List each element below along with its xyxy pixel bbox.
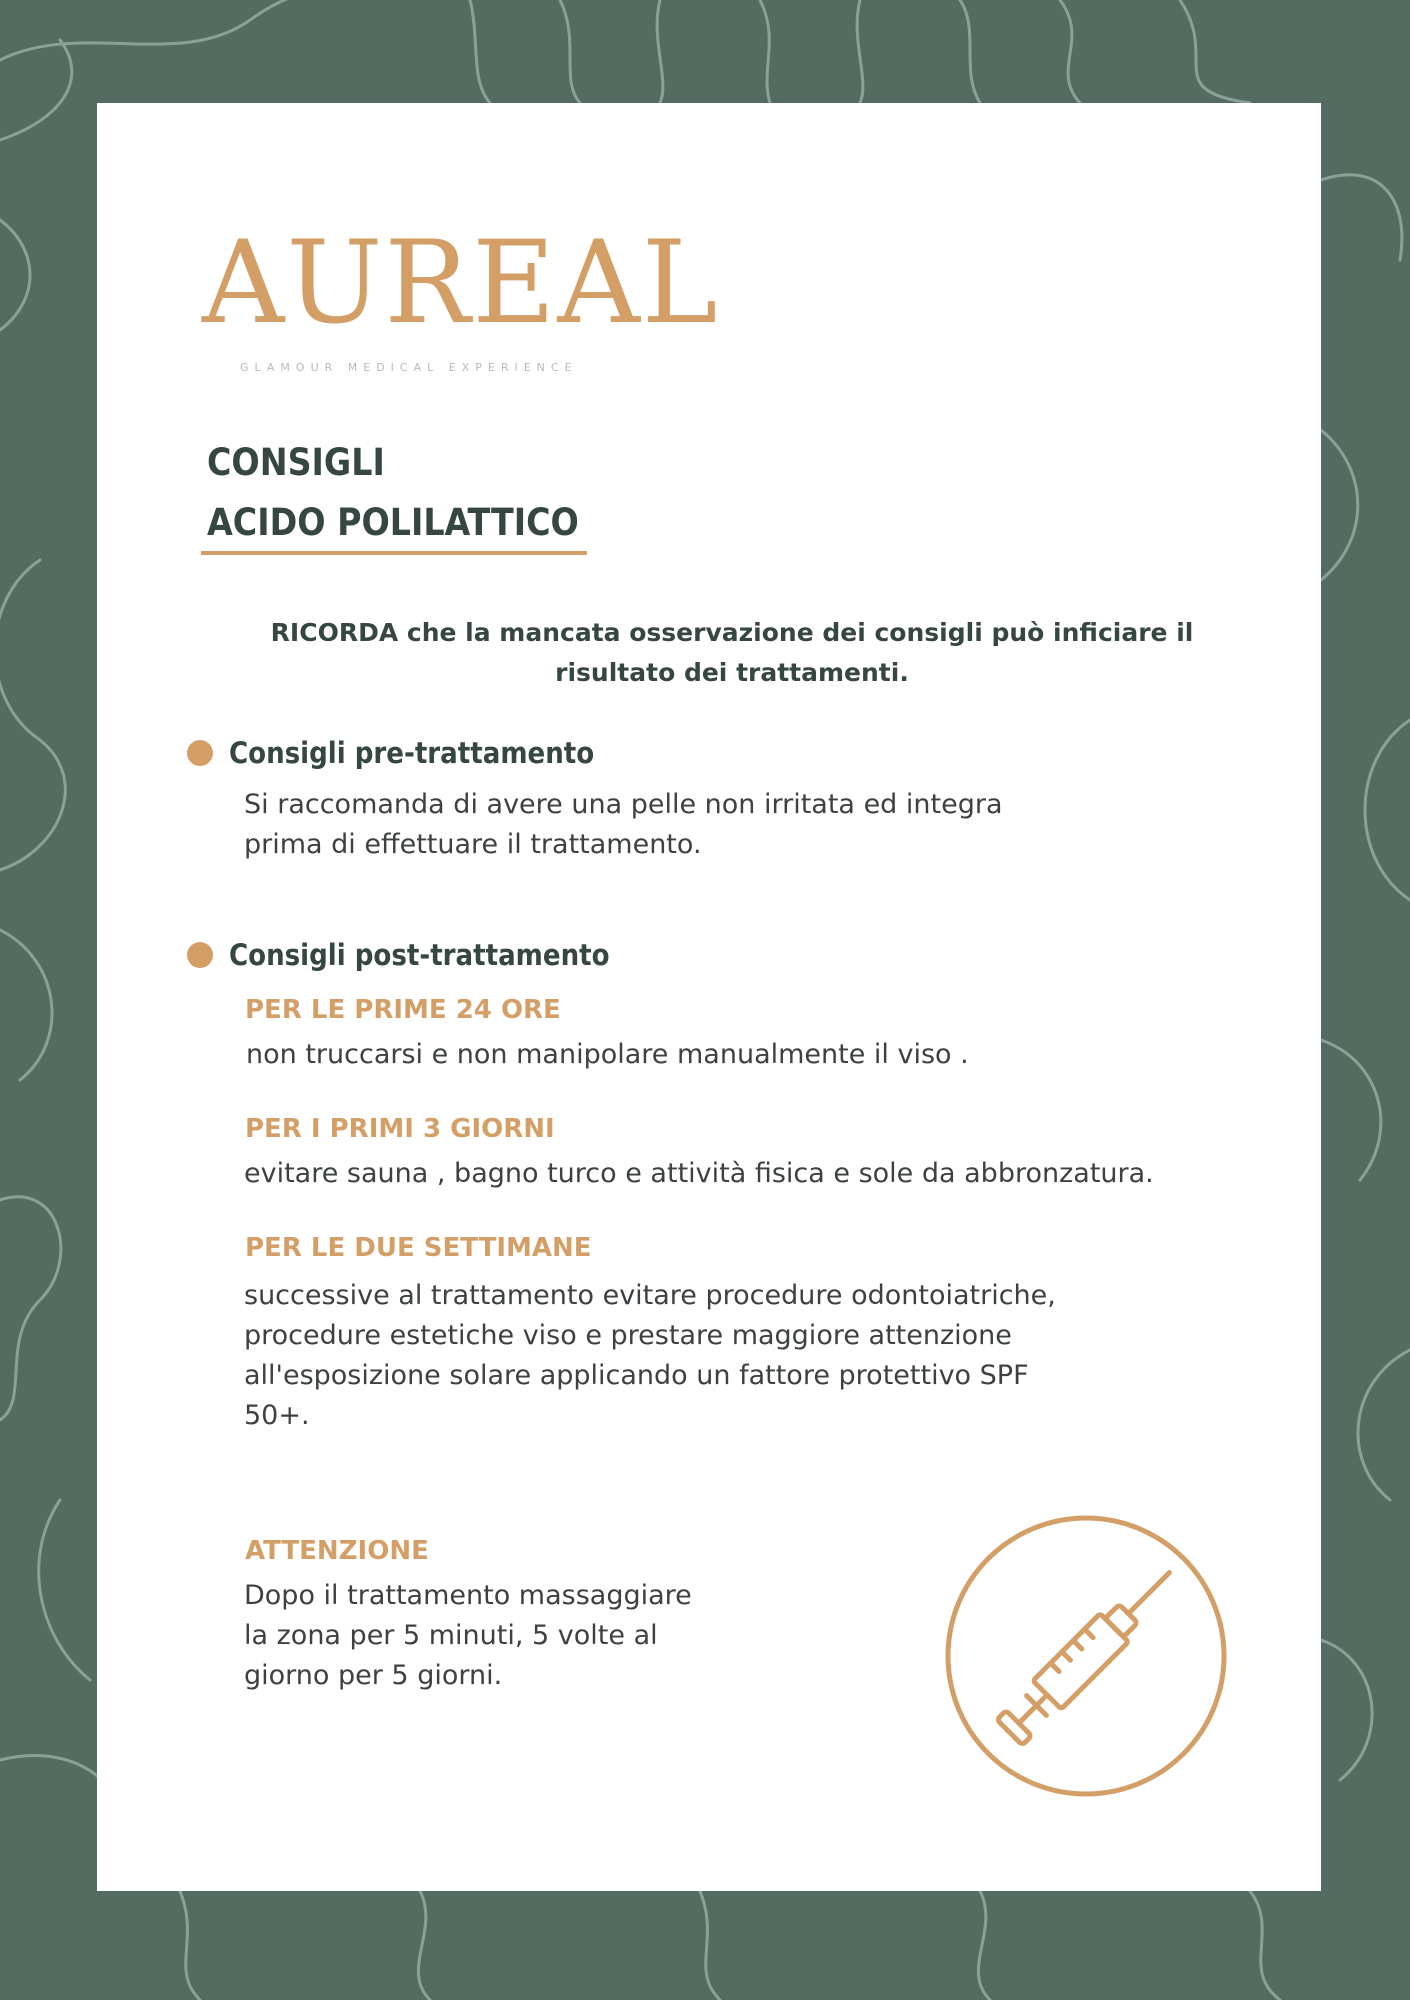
- post-treatment-heading: Consigli post-trattamento: [187, 938, 610, 972]
- first-24-hours-heading: PER LE PRIME 24 ORE: [245, 995, 561, 1025]
- attention-heading: ATTENZIONE: [245, 1536, 429, 1566]
- two-weeks-text: successive al trattamento evitare procedure odontoiatriche, procedure estetiche viso e prestare maggiore attenzione all'esposizione solare applicando un fattore protettivo SPF 50+.: [244, 1280, 1056, 1431]
- reminder-text: RICORDA che la mancata osservazione dei consigli può inficiare il risultato dei trattamenti.: [270, 618, 1194, 687]
- logo-tagline: GLAMOUR MEDICAL EXPERIENCE: [240, 361, 578, 374]
- aureal-logo: [202, 216, 720, 383]
- two-weeks-heading: PER LE DUE SETTIMANE: [245, 1233, 592, 1263]
- title-underline: [201, 551, 587, 555]
- first-24-hours-text: non truccarsi e non manipolare manualmente il viso .: [246, 1039, 969, 1070]
- title-line-2: ACIDO POLILATTICO: [207, 501, 579, 544]
- bullet-icon: [187, 740, 213, 766]
- syringe-icon: [943, 1513, 1229, 1799]
- pre-treatment-heading: Consigli pre-trattamento: [187, 736, 594, 770]
- pre-treatment-text: Si raccomanda di avere una pelle non irritata ed integra prima di effettuare il trattamento.: [244, 789, 1003, 860]
- content-card: [97, 103, 1321, 1891]
- attention-text: Dopo il trattamento massaggiare la zona per 5 minuti, 5 volte al giorno per 5 giorni.: [244, 1580, 692, 1691]
- logo-wordmark: AUREAL: [202, 216, 720, 349]
- first-3-days-text: evitare sauna , bagno turco e attività fisica e sole da abbronzatura.: [244, 1158, 1154, 1189]
- page-title: [207, 433, 579, 553]
- first-3-days-heading: PER I PRIMI 3 GIORNI: [245, 1114, 555, 1144]
- bullet-icon: [187, 942, 213, 968]
- title-line-1: CONSIGLI: [207, 441, 385, 484]
